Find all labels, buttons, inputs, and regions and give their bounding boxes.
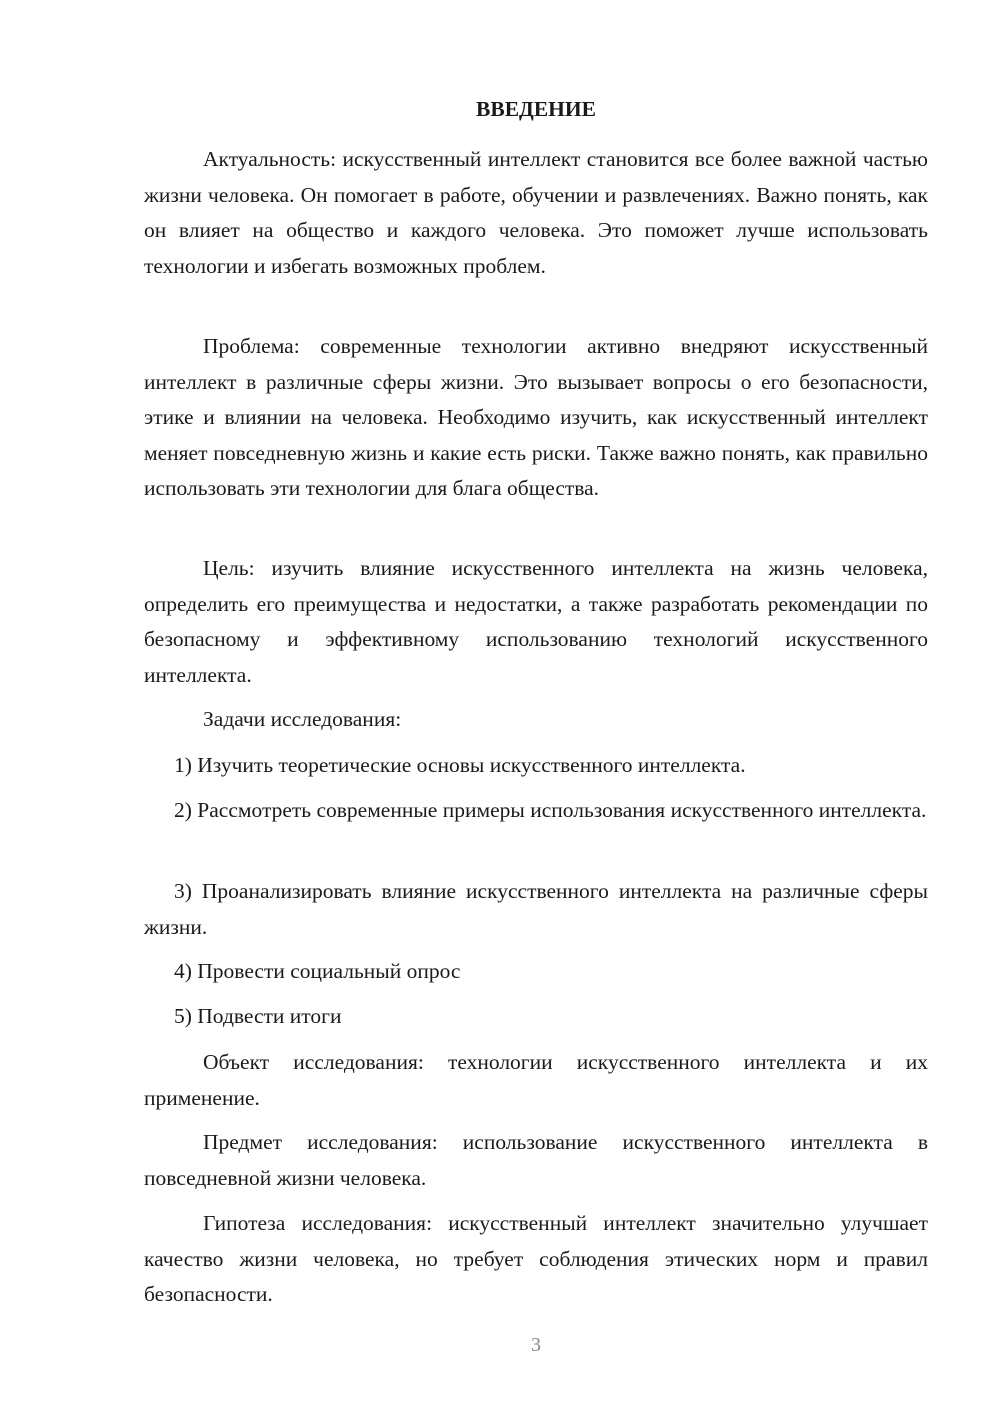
task-item-1: 1) Изучить теоретические основы искусственного интеллекта. — [174, 753, 746, 777]
hypothesis-paragraph: Гипотеза исследования: искусственный интеллект значительно улучшает качество жизни человека, но требует соблюдения этических норм и правил безопасности. — [144, 1211, 928, 1306]
page-number: 3 — [531, 1334, 541, 1356]
task-item-4: 4) Провести социальный опрос — [174, 959, 461, 983]
object-paragraph: Объект исследования: технологии искусственного интеллекта и их применение. — [144, 1050, 928, 1110]
relevance-paragraph: Актуальность: искусственный интеллект становится все более важной частью жизни человека. Он помогает в работе, обучении и развлечениях. Важно понять, как он влияет на общество и каждого человека. Это поможет лучше использовать технологии и избегать возможных проблем. — [144, 147, 928, 278]
problem-paragraph: Проблема: современные технологии активно внедряют искусственный интеллект в различные сферы жизни. Это вызывает вопросы о его безопасности, этике и влиянии на человека. Необходимо изучить, как искусственный интеллект меняет повседневную жизнь и какие есть риски. Также важно понять, как правильно использовать эти технологии для блага общества. — [144, 334, 928, 500]
section-title: ВВЕДЕНИЕ — [476, 97, 596, 121]
goal-paragraph: Цель: изучить влияние искусственного интеллекта на жизнь человека, определить его преимущества и недостатки, а также разработать рекомендации по безопасному и эффективному использованию технологий искусственного интеллекта. — [144, 556, 928, 687]
task-item-2: 2) Рассмотреть современные примеры использования искусственного интеллекта. — [174, 798, 927, 822]
task-item-5: 5) Подвести итоги — [174, 1004, 342, 1028]
task-item-3: 3) Проанализировать влияние искусственного интеллекта на различные сферы жизни. — [144, 879, 928, 939]
subject-paragraph: Предмет исследования: использование искусственного интеллекта в повседневной жизни человека. — [144, 1130, 928, 1190]
tasks-heading: Задачи исследования: — [203, 707, 402, 731]
